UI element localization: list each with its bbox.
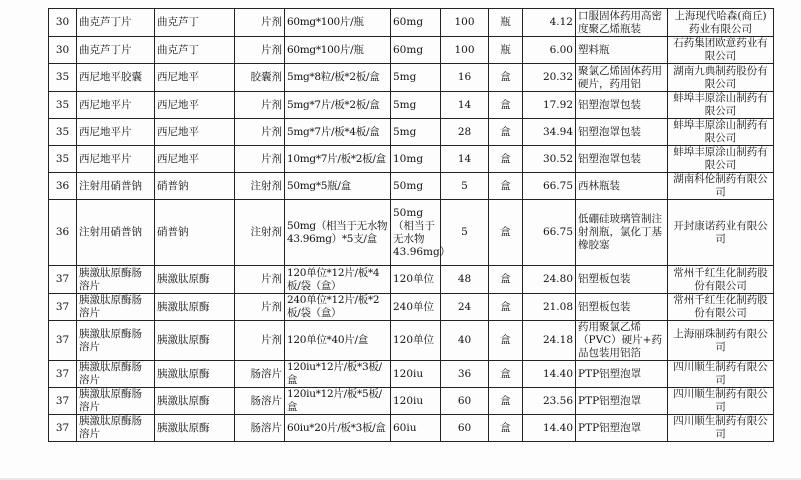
table-cell: 瓶 [489, 9, 523, 37]
table-cell: 西尼地平片 [77, 92, 155, 119]
table-cell: 片剂 [235, 92, 285, 119]
table-cell: 5mg [391, 119, 441, 146]
table-cell: PTP铝塑泡罩 [576, 388, 668, 415]
table-cell: 6.00 [523, 37, 576, 64]
table-row [49, 173, 774, 200]
table-cell: 常州千红生化制药股份有限公司 [668, 266, 774, 294]
table-cell: 盒 [489, 321, 523, 361]
table-cell: 37 [49, 266, 77, 294]
table-cell: 5mg*8粒/板*2板/盒 [285, 64, 391, 92]
table-cell: 注射剂 [235, 173, 285, 200]
table-cell: 片剂 [235, 37, 285, 64]
table-cell: 50mg（相当于无水物43.96mg） [391, 200, 441, 266]
table-cell: 36 [49, 173, 77, 200]
table-cell: 盒 [489, 388, 523, 415]
table-cell: 瓶 [489, 37, 523, 64]
table-cell: 120单位*12片/板*4板/袋（盒） [285, 266, 391, 294]
table-cell: 四川顺生制药有限公司 [668, 361, 774, 388]
table-cell: 胰激肽原酶 [155, 266, 235, 294]
table-cell: 60mg [391, 37, 441, 64]
table-row [49, 37, 774, 64]
table-cell: 片剂 [235, 119, 285, 146]
table-cell: 盒 [489, 119, 523, 146]
table-cell: 240单位 [391, 294, 441, 321]
table-row [49, 415, 774, 442]
table-cell: 盒 [489, 92, 523, 119]
table-cell: 30 [49, 9, 77, 37]
table-cell: 盒 [489, 294, 523, 321]
table-row [49, 64, 774, 92]
table-cell: 西尼地平 [155, 119, 235, 146]
table-cell: 60iu*20片/板*3板/盒 [285, 415, 391, 442]
table-cell: 西尼地平片 [77, 146, 155, 173]
table-cell: 120单位 [391, 321, 441, 361]
table-cell: 盒 [489, 361, 523, 388]
table-cell: 17.92 [523, 92, 576, 119]
table-cell: 37 [49, 361, 77, 388]
table-row [49, 361, 774, 388]
table-cell: 100 [441, 37, 489, 64]
table-cell: 西尼地平胶囊 [77, 64, 155, 92]
table-cell: 西林瓶装 [576, 173, 668, 200]
table-cell: 240单位*12片/板*2板/袋（盒） [285, 294, 391, 321]
table-cell: 24.18 [523, 321, 576, 361]
table-cell: 硝普钠 [155, 200, 235, 266]
table-cell: 硝普钠 [155, 173, 235, 200]
table-row [49, 321, 774, 361]
table-cell: 36 [49, 200, 77, 266]
table-cell: 蚌埠丰原涂山制药有限公司 [668, 119, 774, 146]
table-cell: 盒 [489, 415, 523, 442]
table-cell: 60mg*100片/瓶 [285, 37, 391, 64]
table-cell: PTP铝塑泡罩 [576, 415, 668, 442]
table-cell: 20.32 [523, 64, 576, 92]
table-cell: 铝塑板包装 [576, 266, 668, 294]
table-row [49, 146, 774, 173]
table-cell: 胰激肽原酶 [155, 361, 235, 388]
table-cell: 23.56 [523, 388, 576, 415]
table-cell: 35 [49, 64, 77, 92]
table-cell: 35 [49, 92, 77, 119]
table-cell: 塑料瓶 [576, 37, 668, 64]
table-cell: 盒 [489, 200, 523, 266]
table-cell: 湖南九典制药股份有限公司 [668, 64, 774, 92]
table-cell: 50mg*5瓶/盒 [285, 173, 391, 200]
table-row [49, 9, 774, 37]
table-cell: 5 [441, 173, 489, 200]
table-body [49, 9, 774, 442]
table-cell: 36 [441, 361, 489, 388]
table-cell: 口服固体药用高密度聚乙烯瓶装 [576, 9, 668, 37]
table-cell: 28 [441, 119, 489, 146]
table-cell: 盒 [489, 64, 523, 92]
table-cell: 注射剂 [235, 200, 285, 266]
table-cell: 西尼地平 [155, 146, 235, 173]
table-cell: 上海丽珠制药有限公司 [668, 321, 774, 361]
table-cell: 盒 [489, 146, 523, 173]
table-cell: 曲克芦丁 [155, 37, 235, 64]
drug-price-table [48, 8, 774, 442]
table-cell: 34.94 [523, 119, 576, 146]
table-cell: 肠溶片 [235, 388, 285, 415]
table-cell: 片剂 [235, 294, 285, 321]
table-cell: 60mg*100片/瓶 [285, 9, 391, 37]
table-cell: 胰激肽原酶 [155, 415, 235, 442]
table-cell: 30.52 [523, 146, 576, 173]
table-cell: 低硼硅玻璃管制注射剂瓶，氯化丁基橡胶塞 [576, 200, 668, 266]
table-cell: 10mg [391, 146, 441, 173]
table-cell: 四川顺生制药有限公司 [668, 415, 774, 442]
table-cell: 5 [441, 200, 489, 266]
table-cell: 石药集团欧意药业有限公司 [668, 37, 774, 64]
table-cell: 37 [49, 294, 77, 321]
table-cell: 西尼地平 [155, 92, 235, 119]
table-cell: 21.08 [523, 294, 576, 321]
table-cell: 胰激肽原酶肠溶片 [77, 388, 155, 415]
table-cell: 注射用硝普钠 [77, 173, 155, 200]
table-cell: 片剂 [235, 321, 285, 361]
table-cell: 片剂 [235, 266, 285, 294]
table-cell: 60mg [391, 9, 441, 37]
table-row [49, 266, 774, 294]
table-cell: 铝塑泡罩包装 [576, 92, 668, 119]
table-cell: 5mg [391, 92, 441, 119]
table-cell: 胰激肽原酶 [155, 294, 235, 321]
table-cell: 120iu [391, 361, 441, 388]
table-cell: 16 [441, 64, 489, 92]
table-cell: 120单位 [391, 266, 441, 294]
table-cell: 铝塑泡罩包装 [576, 119, 668, 146]
table-cell: 100 [441, 9, 489, 37]
table-cell: 药用聚氯乙烯（PVC）硬片+药品包装用铝箔 [576, 321, 668, 361]
table-cell: 铝塑板包装 [576, 294, 668, 321]
table-cell: 30 [49, 37, 77, 64]
table-cell: 40 [441, 321, 489, 361]
table-cell: 聚氯乙烯固体药用硬片，药用铝 [576, 64, 668, 92]
table-cell: 肠溶片 [235, 361, 285, 388]
table-cell: 35 [49, 119, 77, 146]
table-cell: 37 [49, 415, 77, 442]
table-cell: 50mg（相当于无水物43.96mg）*5支/盒 [285, 200, 391, 266]
table-cell: 片剂 [235, 9, 285, 37]
table-cell: 24 [441, 294, 489, 321]
table-cell: 5mg*7片/板*2板/盒 [285, 92, 391, 119]
table-cell: 50mg [391, 173, 441, 200]
table-cell: 14.40 [523, 415, 576, 442]
table-cell: 胰激肽原酶 [155, 321, 235, 361]
table-cell: 注射用硝普钠 [77, 200, 155, 266]
table-cell: 37 [49, 321, 77, 361]
table-cell: 胰激肽原酶肠溶片 [77, 361, 155, 388]
table-cell: 曲克芦丁片 [77, 37, 155, 64]
table-cell: 120iu [391, 388, 441, 415]
table-row [49, 388, 774, 415]
table-cell: 5mg*7片/板*4板/盒 [285, 119, 391, 146]
table-cell: 胶囊剂 [235, 64, 285, 92]
table-cell: 14 [441, 92, 489, 119]
table-cell: 常州千红生化制药股份有限公司 [668, 294, 774, 321]
table-cell: 胰激肽原酶肠溶片 [77, 266, 155, 294]
table-cell: 盒 [489, 173, 523, 200]
table-cell: 胰激肽原酶肠溶片 [77, 415, 155, 442]
table-cell: 开封康诺药业有限公司 [668, 200, 774, 266]
table-cell: 盒 [489, 266, 523, 294]
table-cell: 60iu [391, 415, 441, 442]
table-cell: 铝塑泡罩包装 [576, 146, 668, 173]
table-cell: 胰激肽原酶 [155, 388, 235, 415]
table-cell: 60 [441, 388, 489, 415]
table-cell: 14.40 [523, 361, 576, 388]
table-cell: 24.80 [523, 266, 576, 294]
table-cell: 西尼地平 [155, 64, 235, 92]
table-row [49, 294, 774, 321]
table-cell: 西尼地平片 [77, 119, 155, 146]
table-cell: 蚌埠丰原涂山制药有限公司 [668, 146, 774, 173]
table-cell: 37 [49, 388, 77, 415]
table-cell: 66.75 [523, 200, 576, 266]
table-cell: 66.75 [523, 173, 576, 200]
table-cell: 四川顺生制药有限公司 [668, 388, 774, 415]
table-cell: 10mg*7片/板*2板/盒 [285, 146, 391, 173]
table-cell: 60 [441, 415, 489, 442]
table-cell: 蚌埠丰原涂山制药有限公司 [668, 92, 774, 119]
table-cell: 曲克芦丁 [155, 9, 235, 37]
table-row [49, 92, 774, 119]
table-cell: 4.12 [523, 9, 576, 37]
table-cell: 肠溶片 [235, 415, 285, 442]
table-row [49, 119, 774, 146]
table-cell: 胰激肽原酶肠溶片 [77, 321, 155, 361]
table-cell: 湖南科伦制药有限公司 [668, 173, 774, 200]
table-cell: 5mg [391, 64, 441, 92]
table-cell: PTP铝塑泡罩 [576, 361, 668, 388]
table-cell: 48 [441, 266, 489, 294]
table-cell: 120单位*40片/盒 [285, 321, 391, 361]
table-cell: 片剂 [235, 146, 285, 173]
table-cell: 胰激肽原酶肠溶片 [77, 294, 155, 321]
table-cell: 曲克芦丁片 [77, 9, 155, 37]
table-cell: 上海现代哈森(商丘)药业有限公司 [668, 9, 774, 37]
table-cell: 35 [49, 146, 77, 173]
table-cell: 120iu*12片/板*5板/盒 [285, 388, 391, 415]
table-row [49, 200, 774, 266]
table-cell: 120iu*12片/板*3板/盒 [285, 361, 391, 388]
table-cell: 14 [441, 146, 489, 173]
